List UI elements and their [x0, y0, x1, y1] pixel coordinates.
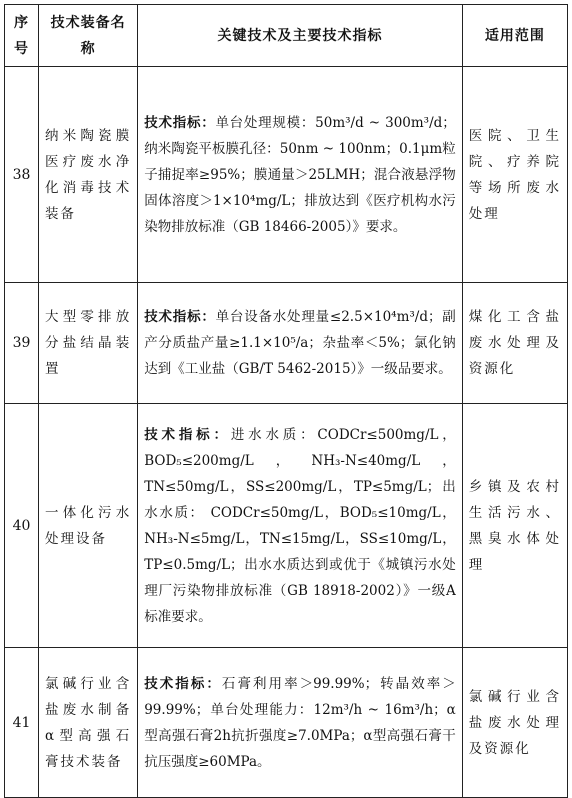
spec-text: 石膏利用率＞99.99%；转晶效率＞99.99%；单台处理能力：12m³/h ~ 16m³/h；α型高强石膏2h抗折强度≥7.0MPa；α型高强石膏干抗压强度≥60MPa。	[144, 675, 456, 770]
table-row	[5, 283, 568, 404]
spec-cell	[138, 283, 463, 404]
table-row	[5, 67, 568, 283]
row-number: 39	[5, 283, 39, 404]
spec-label: 技术指标：	[144, 309, 216, 325]
table-row	[5, 648, 568, 798]
spec-cell	[138, 648, 463, 798]
application-scope: 医院、卫生院、疗养院等场所废水处理	[462, 67, 567, 283]
spec-cell	[138, 404, 463, 648]
spec-text: 单台处理规模：50m³/d ~ 300m³/d；纳米陶瓷平板膜孔径：50nm ~ 100nm；0.1μm粒子捕捉率≥95%；膜通量＞25LMH；混合液悬浮物固体溶度＞1×10⁴mg/L；排放达到《医疗机构水污染物排放标准（GB 18466-2005）》要求。	[144, 114, 456, 235]
header-num: 序号	[5, 5, 39, 67]
spec-text: 进水水质：CODCr≤500mg/L，BOD₅≤200mg/L，NH₃-N≤40mg/L，TN≤50mg/L，SS≤200mg/L，TP≤5mg/L；出水水质： CODCr≤50mg/L，BOD₅≤10mg/L，NH₃-N≤5mg/L，TN≤15mg/L，SS≤10mg/L，TP≤0.5mg/L；出水水质达到或优于《城镇污水处理厂污染物排放标准（GB 18918-2002）》一级A标准要求。	[144, 426, 456, 625]
application-scope: 煤化工含盐废水处理及资源化	[462, 283, 567, 404]
table-header-row	[5, 5, 568, 67]
row-number: 41	[5, 648, 39, 798]
row-number: 38	[5, 67, 39, 283]
application-scope: 乡镇及农村生活污水、黑臭水体处理	[462, 404, 567, 648]
table-row	[5, 404, 568, 648]
application-scope: 氯碱行业含盐废水处理及资源化	[462, 648, 567, 798]
header-spec: 关键技术及主要技术指标	[138, 5, 463, 67]
spec-cell	[138, 67, 463, 283]
spec-label: 技术指标：	[144, 426, 231, 443]
equipment-name: 一体化污水处理设备	[39, 404, 138, 648]
spec-label: 技术指标：	[144, 114, 216, 131]
equipment-name: 氯碱行业含盐废水制备α型高强石膏技术装备	[39, 648, 138, 798]
equipment-table	[4, 4, 568, 798]
header-name: 技术装备名称	[39, 5, 138, 67]
spec-text: 单台设备水处理量≤2.5×10⁴m³/d；副产分质盐产量≥1.1×10⁵/a；杂盐率＜5%；氯化钠达到《工业盐（GB/T 5462-2015）》一级品要求。	[144, 309, 456, 377]
header-scope: 适用范围	[462, 5, 567, 67]
equipment-name: 纳米陶瓷膜医疗废水净化消毒技术装备	[39, 67, 138, 283]
equipment-name: 大型零排放分盐结晶装置	[39, 283, 138, 404]
row-number: 40	[5, 404, 39, 648]
spec-label: 技术指标：	[144, 675, 222, 692]
